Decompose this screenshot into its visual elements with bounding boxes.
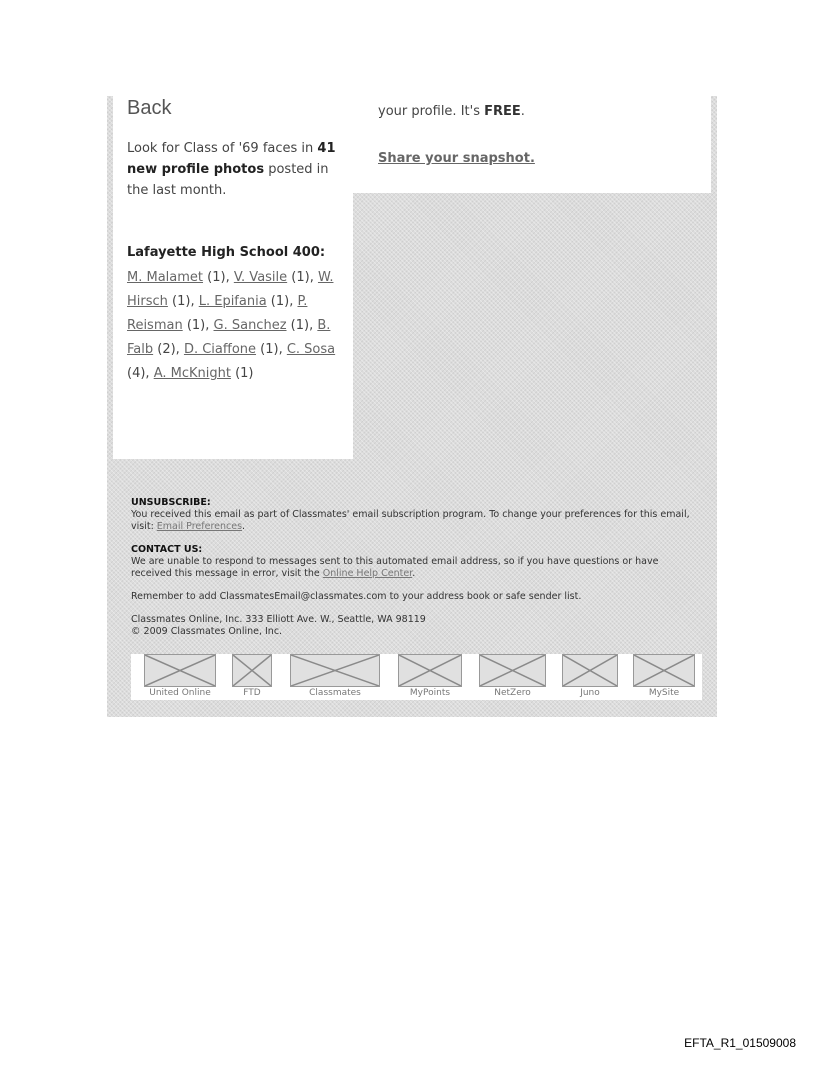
classmate-link[interactable]: A. McKnight — [153, 366, 231, 381]
unsubscribe-end: . — [242, 521, 246, 532]
classmate-link[interactable]: B. Falb — [127, 318, 331, 357]
classmate-link[interactable]: G. Sanchez — [213, 318, 287, 333]
partner-logo-label: MySite — [648, 688, 680, 698]
photo-count: (1), — [167, 294, 199, 309]
contact-end: . — [412, 568, 416, 579]
school-title: Lafayette High School 400: — [127, 245, 326, 260]
classmate-link[interactable]: V. Vasile — [233, 270, 288, 285]
profile-text-end: . — [520, 104, 525, 119]
share-snapshot-link[interactable]: Share your snapshot. — [378, 151, 535, 166]
classmate-link[interactable]: M. Malamet — [127, 270, 204, 285]
intro-text-start: Look for Class of '69 faces in — [127, 141, 318, 156]
broken-image-icon — [144, 654, 216, 687]
photo-count: (1), — [287, 270, 318, 285]
partner-logo[interactable] — [282, 654, 388, 700]
partner-logo-label: MyPoints — [409, 688, 451, 698]
classmate-link[interactable]: W. Hirsch — [127, 270, 334, 309]
photo-count: (4), — [127, 366, 154, 381]
photo-count: (1), — [203, 270, 234, 285]
unsubscribe-header: UNSUBSCRIBE: — [131, 497, 211, 508]
document-id: EFTA_R1_01509008 — [684, 1036, 796, 1050]
photo-count: (1), — [286, 318, 318, 333]
partner-logo-label: United Online — [149, 688, 211, 698]
broken-image-icon — [232, 654, 272, 687]
photo-count: (1) — [230, 366, 254, 381]
partner-logo[interactable] — [390, 654, 470, 700]
free-label: FREE — [484, 104, 521, 119]
partner-logo[interactable] — [224, 654, 280, 700]
contact-text: We are unable to respond to messages sent to this automated email address, so if you have questions or have received this message in error, visit the — [131, 556, 659, 579]
broken-image-icon — [398, 654, 462, 687]
email-footer — [131, 497, 701, 638]
classmate-link[interactable]: D. Ciaffone — [183, 342, 257, 357]
intro-text-end: posted in the last month. — [127, 162, 329, 198]
unsubscribe-text: You received this email as part of Classmates' email subscription program. To change your preferences for this email, visit: — [131, 509, 690, 532]
classmate-link[interactable]: C. Sosa — [286, 342, 336, 357]
intro-bold: 41 new profile photos — [127, 141, 336, 177]
back-heading: Back — [127, 97, 172, 119]
photo-count: (1), — [266, 294, 298, 309]
photo-count: (1), — [256, 342, 287, 357]
partner-logos-bar — [131, 654, 702, 700]
contact-header: CONTACT US: — [131, 544, 203, 555]
email-preferences-link[interactable]: Email Preferences — [156, 521, 243, 532]
photo-count: (1), — [182, 318, 214, 333]
broken-image-icon — [290, 654, 380, 687]
online-help-center-link[interactable]: Online Help Center — [322, 568, 413, 579]
new-photos-intro — [127, 138, 337, 201]
partner-logo-label: NetZero — [494, 688, 531, 698]
broken-image-icon — [633, 654, 695, 687]
profile-text: your profile. It's — [378, 104, 485, 119]
partner-logo[interactable] — [136, 654, 224, 700]
partner-logo[interactable] — [554, 654, 626, 700]
classmate-name-list — [127, 266, 342, 386]
classmate-link[interactable]: L. Epifania — [198, 294, 267, 309]
broken-image-icon — [562, 654, 618, 687]
partner-logo-label: FTD — [243, 688, 261, 698]
partner-logo-label: Juno — [580, 688, 600, 698]
photo-count: (2), — [153, 342, 184, 357]
company-address: Classmates Online, Inc. 333 Elliott Ave. W., Seattle, WA 98119 — [131, 614, 426, 625]
safe-sender-reminder: Remember to add ClassmatesEmail@classmates.com to your address book or safe sender list. — [131, 591, 582, 602]
partner-logo[interactable] — [471, 654, 554, 700]
copyright: © 2009 Classmates Online, Inc. — [131, 626, 283, 637]
classmate-link[interactable]: P. Reisman — [127, 294, 308, 333]
broken-image-icon — [479, 654, 546, 687]
partner-logo[interactable] — [625, 654, 703, 700]
partner-logo-label: Classmates — [309, 688, 361, 698]
profile-free-text — [378, 104, 525, 119]
